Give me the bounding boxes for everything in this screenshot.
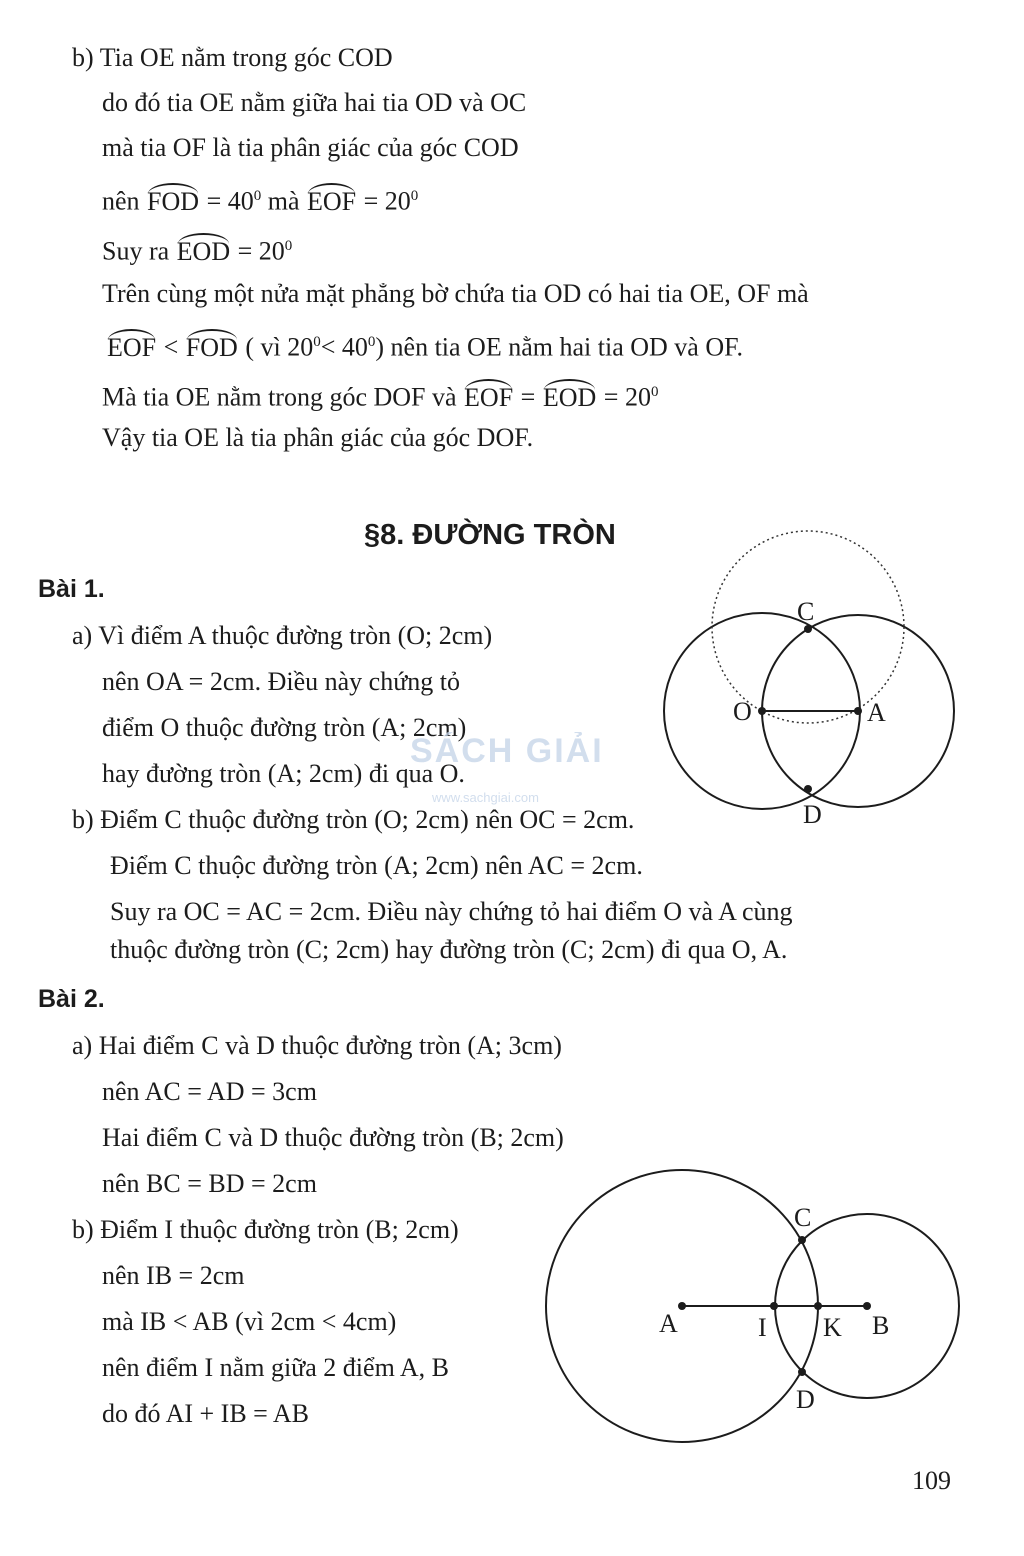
point-d (804, 785, 812, 793)
text-line: mà IB < AB (vì 2cm < 4cm) (102, 1307, 397, 1336)
label-k: K (823, 1313, 842, 1342)
watermark-brand: SÁCH GIẢI (410, 732, 604, 770)
text-line: Hai điểm C và D thuộc đường tròn (B; 2cm) (102, 1123, 564, 1152)
point-a (678, 1302, 686, 1310)
angle-inequality (106, 326, 743, 364)
angle-symbol: EOF (307, 186, 357, 216)
degree-sign: 0 (253, 188, 262, 204)
point-i (770, 1302, 778, 1310)
text-line: nên BC = BD = 2cm (102, 1169, 317, 1198)
label-a: A (867, 698, 886, 727)
text: < 40 (320, 332, 368, 362)
circles-figure-1 (640, 520, 970, 840)
text-line: Vậy tia OE là tia phân giác của góc DOF. (102, 423, 534, 452)
text-line: nên điểm I nằm giữa 2 điểm A, B (102, 1353, 449, 1382)
text-line: hay đường tròn (A; 2cm) đi qua O. (102, 759, 465, 788)
point-c (804, 625, 812, 633)
text-line: do đó AI + IB = AB (102, 1399, 310, 1428)
watermark-url: www.sachgiai.com (432, 790, 539, 805)
point-c (798, 1236, 806, 1244)
degree-sign: 0 (410, 188, 419, 204)
exercise-title: Bài 2. (38, 985, 105, 1013)
degree-sign: 0 (284, 238, 293, 254)
text-line: nên AC = AD = 3cm (102, 1077, 317, 1106)
point-k (814, 1302, 822, 1310)
angle-equation (102, 376, 658, 414)
text-line: do đó tia OE nằm giữa hai tia OD và OC (102, 88, 527, 117)
text: ) nên tia OE nằm hai tia OD và OF. (375, 332, 743, 362)
label-a: A (659, 1309, 678, 1338)
operator: < (163, 332, 179, 362)
text-line: b) Điểm I thuộc đường tròn (B; 2cm) (72, 1215, 459, 1244)
label-c: C (794, 1203, 812, 1232)
exercise-title: Bài 1. (38, 575, 105, 603)
circles-figure-2 (530, 1150, 980, 1460)
label-o: O (733, 697, 752, 726)
angle-symbol: EOD (176, 236, 231, 266)
text-line: Suy ra OC = AC = 2cm. Điều này chứng tỏ hai điểm O và A cùng (110, 897, 793, 926)
text-line: nên OA = 2cm. Điều này chứng tỏ (102, 667, 461, 696)
angle-equation (102, 230, 292, 268)
text-line: b) Điểm C thuộc đường tròn (O; 2cm) nên OC = 2cm. (72, 805, 635, 834)
point-a (854, 707, 862, 715)
label-b: B (872, 1311, 890, 1340)
label-i: I (758, 1313, 767, 1342)
text-line: b) Tia OE nằm trong góc COD (72, 43, 393, 72)
point-d (798, 1368, 806, 1376)
angle-symbol: FOD (185, 332, 238, 362)
text-line: nên IB = 2cm (102, 1261, 245, 1290)
text-line: a) Hai điểm C và D thuộc đường tròn (A; 3cm) (72, 1031, 562, 1060)
operator: = (520, 382, 536, 412)
value: = 40 (206, 186, 254, 216)
text-line: mà tia OF là tia phân giác của góc COD (102, 133, 519, 162)
word: mà (267, 186, 300, 216)
value: = 20 (237, 236, 285, 266)
degree-sign: 0 (313, 334, 321, 350)
word: Suy ra (102, 236, 170, 266)
angle-symbol: EOD (542, 382, 597, 412)
value: = 20 (363, 186, 411, 216)
text-line: Điểm C thuộc đường tròn (A; 2cm) nên AC = 2cm. (110, 851, 643, 880)
label-d: D (796, 1385, 815, 1414)
value: = 20 (603, 382, 651, 412)
text-line: điểm O thuộc đường tròn (A; 2cm) (102, 713, 467, 742)
angle-equation (102, 180, 418, 218)
text-line: Trên cùng một nửa mặt phẳng bờ chứa tia OD có hai tia OE, OF mà (102, 279, 809, 308)
point-o (758, 707, 766, 715)
text: ( vì 20 (245, 332, 314, 362)
label-c: C (797, 597, 815, 626)
section-title: §8. ĐƯỜNG TRÒN (364, 519, 616, 551)
degree-sign: 0 (650, 384, 659, 400)
label-d: D (803, 800, 822, 829)
angle-symbol: FOD (147, 186, 200, 216)
text: Mà tia OE nằm trong góc DOF và (102, 382, 457, 412)
angle-symbol: EOF (464, 382, 514, 412)
page-number: 109 (912, 1466, 951, 1495)
angle-symbol: EOF (107, 332, 157, 362)
point-b (863, 1302, 871, 1310)
word: nên (102, 186, 140, 216)
text-line: a) Vì điểm A thuộc đường tròn (O; 2cm) (72, 621, 493, 650)
degree-sign: 0 (367, 334, 376, 350)
text-line: thuộc đường tròn (C; 2cm) hay đường tròn (C; 2cm) đi qua O, A. (110, 935, 788, 964)
